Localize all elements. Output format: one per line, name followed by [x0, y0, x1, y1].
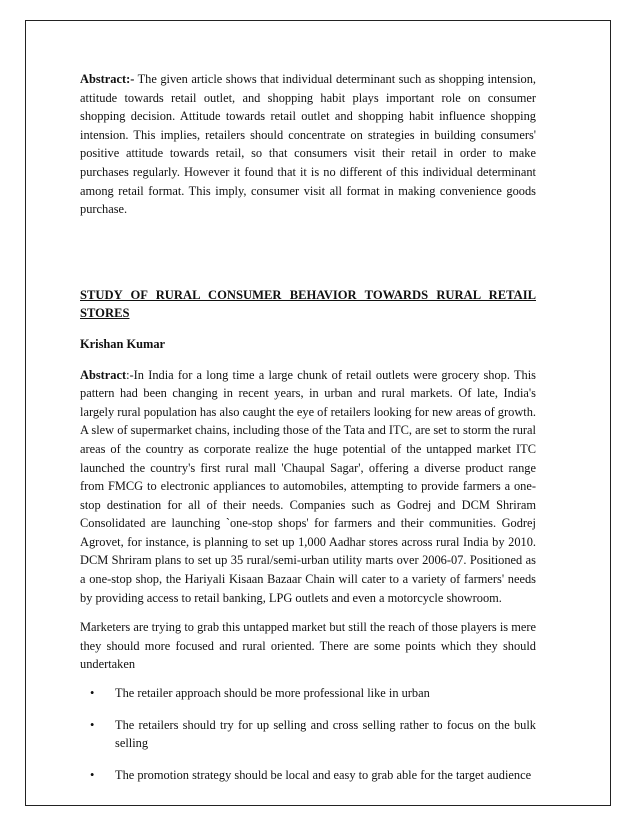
document-body: [80, 70, 536, 797]
article-abstract-label: Abstract: [80, 367, 127, 382]
first-abstract-label: Abstract:-: [80, 72, 135, 86]
list-item-text: The retailer approach should be more professional like in urban: [115, 686, 430, 701]
list-item-text: The retailers should try for up selling and cross selling rather to focus on the bulk selling: [115, 717, 536, 751]
list-item: [80, 684, 536, 703]
bullet-icon: •: [90, 767, 95, 782]
bullet-icon: •: [90, 686, 95, 701]
article-author: Krishan Kumar: [80, 336, 166, 351]
list-item: [80, 716, 536, 753]
bullet-icon: •: [90, 717, 95, 732]
article-abstract-text: :-In India for a long time a large chunk of retail outlets were grocery shop. This pattern had been changing in recent years, in urban and rural markets. Of late, India's largely rural population has also caught the eye of retailers looking for new areas of growth. A slew of supermarket chains, including those of the Tata and ITC, are set to storm the rural areas of the country as corporate realize the huge potential of the untapped market ITC launched the country's first rural mall 'Chaupal Sagar', offering a diverse product range from FMCG to electronic appliances to automobiles, attempting to provide farmers a one-stop destination for all of their needs. Companies such as Godrej and DCM Shriram Consolidated are launching `one-stop shops' for farmers and their communities. Godrej Agrovet, for instance, is planning to set up 1,000 Aadhar stores across rural India by 2010. DCM Shriram plans to set up 35 rural/semi-urban utility marts over 2006-07. Positioned as a one-stop shop, the Hariyali Kisaan Bazaar Chain will cater to a variety of farmers' needs by providing access to retail banking, LPG outlets and even a motorcycle showroom.: [80, 367, 537, 605]
bullet-list: [80, 684, 536, 784]
article-title: STUDY OF RURAL CONSUMER BEHAVIOR TOWARDS RURAL RETAIL STORES: [80, 287, 536, 321]
list-item-text: The promotion strategy should be local and easy to grab able for the target audience: [115, 767, 532, 782]
first-abstract: [80, 70, 536, 219]
article-abstract: [80, 366, 536, 608]
list-item: [80, 766, 536, 785]
first-abstract-text: The given article shows that individual determinant such as shopping intension, attitude towards retail outlet, and shopping habit plays important role on consumer shopping decision. Attitude towards retail outlet and shopping habit influence shopping intension. This implies, retailers should concentrate on strategies in building consumers' positive attitude towards retail, so that consumers visit their retail in order to make purchases regularly. However it found that it is no different of this individual determinant among retail format. This imply, consumer visit all format in making convenience goods purchase.: [80, 72, 536, 217]
article-paragraph: Marketers are trying to grab this untapped market but still the reach of those players is mere they should more focused and rural oriented. There are some points which they should undertaken: [80, 620, 536, 672]
